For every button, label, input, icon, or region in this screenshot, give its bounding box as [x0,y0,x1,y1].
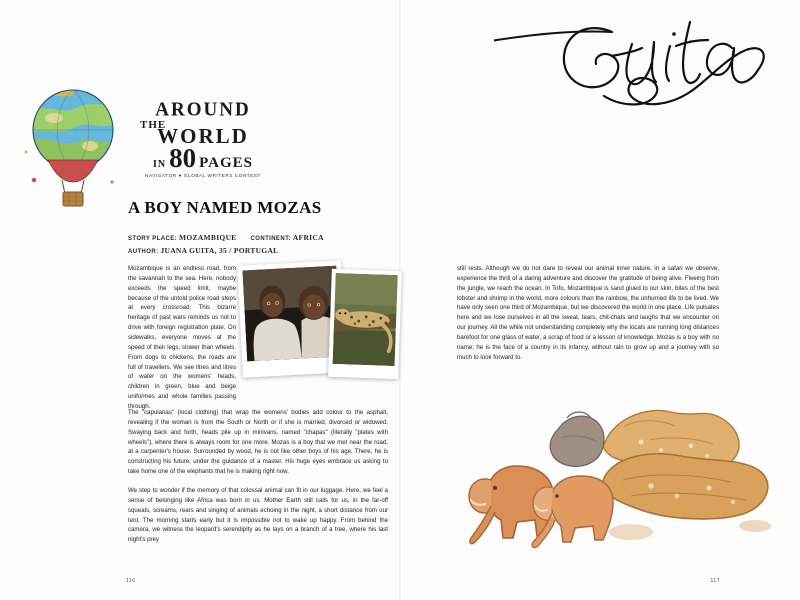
photo-leopard [328,269,402,379]
body-column-left-narrow [128,264,236,421]
body-column-left-wide [128,408,388,554]
meta-label-story-place: STORY PLACE: [128,236,178,242]
body-column-right [457,264,719,372]
meta-label-continent: CONTINENT: [250,236,291,242]
meta-value-story-place: MOZAMBIQUE [179,233,237,242]
magazine-logo [128,100,278,182]
folio-left: 116 [126,578,136,584]
logo-subtitle: NAVIGATOR ● GLOBAL WRITERS CONTEST [145,173,261,179]
logo-line-the: THE [140,119,167,131]
meta-value-author: JUANA GUITA, 35 / PORTUGAL [160,245,279,255]
paragraph: We step to wonder if the memory of that colossal animal can fit in our luggage. Here, we feel a sense of belonging like Africa was born in us. Mother Earth still calls for us, in the far-off squeals, screams, rears and singing of animals echoing in the night, a short distance from our tent. The morning starts early but it is impossible not to wake up happy. From behind the camera, we witness the leopard's serendipity as he lays on a branch of a tree, where his last night's prey [128,487,388,544]
meta-row-place-continent [128,232,393,245]
logo-line-pages: PAGES [199,154,254,171]
paragraph: still rests. Although we do not dare to reveal our animal inner nature, in a safari we observe, experience the thrill of a daring adventure and discover the gratitude of being alive. Fleeing from the jungle, we reach the ocean. In Tofo, Mozambique is sand glued to our skin, bites of the best lobster and shrimp in the world, more colours than the rainbow, the unhurried life to be lived. We have only seen one third of Mozambique, but we discovered the world in one place. Life pulsates here and we lose ourselves in all the sweat, tears, chit-chats and laughs that we encounter on our journey. All the while not understanding completely why the locals are running long distances barefoot for one glass of water, a scrap of food or a lesson of knowledge. Mozas is a boy with no name; he is the face of a country in its infancy, without rain to grow up and a journey with so much to look forward to. [457,265,719,361]
article-meta [128,232,393,258]
meta-value-continent: AFRICA [292,233,324,242]
paragraph: Mozambique is an endless road, from the savannah to the sea. Here, nobody exceeds the speed limit, maybe because of the untold police road steps at every crossroad. This bizarre heritage of past wars reminds us not to drive with foreign registration plate. On sidewalks, everyone moves at the speed of their legs, slower than wheels. From dogs to chickens, the roads are full of travellers. We see litres and litres of water on the womens' heads, children in green, blue and beige uniformes and whole families passing through. [128,265,236,411]
folio-right: 117 [710,578,720,584]
meta-row-author [128,245,393,258]
elephants-and-bread-illustration [455,380,785,570]
meta-label-author: AUTHOR: [128,248,159,255]
hot-air-balloon-globe-illustration [18,82,128,212]
logo-line-in: IN [152,158,167,170]
article-headline: A BOY NAMED MOZAS [128,198,322,217]
logo-line-80: 80 [169,142,197,173]
script-title [494,4,794,114]
logo-line-around: AROUND [155,98,251,121]
logo-line-world: WORLD [157,124,249,149]
paragraph: The "capulanas" (local clothing) that wrap the womens' bodies add colour to the asphalt, revealing if the woman is from the South or North or if she is married, divorced or widowed. Swaying back and forth, heads pile up in minivans, named "chapas" (literally "plates with wheels"), where there is always room for one more. Mozas is a boy that we met near the road, at a carpenter's house. Surrounded by wood, he is not like other boys of his age. There, he is constructing his future, under the guidance of a master. His huge eyes embrace us asking to take home one of the elephants that he is making right now. [128,409,388,476]
